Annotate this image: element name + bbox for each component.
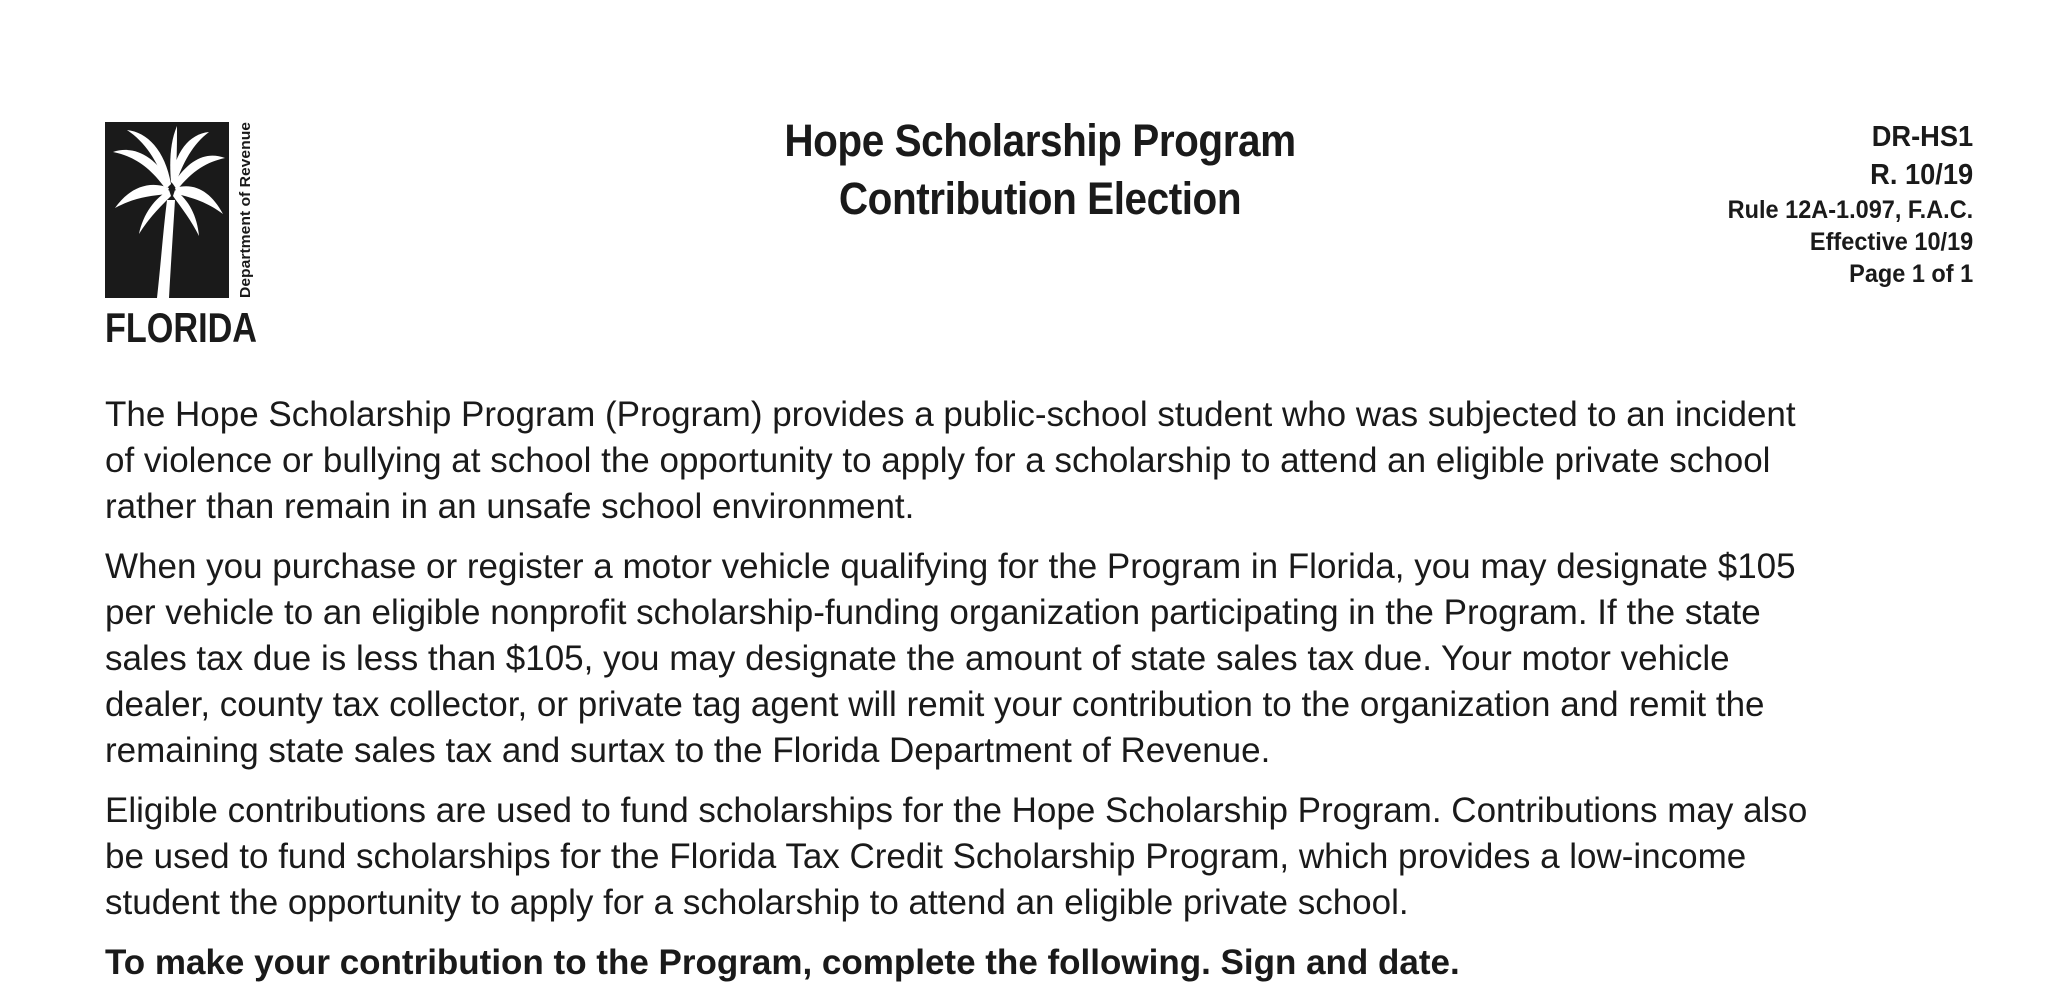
form-body (105, 392, 2005, 1000)
palm-tree-icon (105, 122, 257, 351)
title-line-2: Contribution Election (838, 173, 1242, 224)
logo-state-text: FLORIDA (105, 304, 257, 351)
form-rule: Rule 12A-1.097, F.A.C. (1727, 196, 1973, 224)
form-page-number: Page 1 of 1 (1848, 260, 1973, 288)
form-revision: R. 10/19 (1869, 159, 1973, 191)
form-number: DR-HS1 (1871, 121, 1973, 153)
program-description-paragraph: The Hope Scholarship Program (Program) provides a public-school student who was subjected to an incident of violence or bullying at school the opportunity to apply for a scholarship to attend an eligible private school rather than remain in an unsafe school environment. (105, 395, 1796, 526)
florida-dor-logo (105, 122, 257, 351)
form-info-block (1727, 118, 1973, 290)
logo-agency-text: Department of Revenue (237, 129, 254, 298)
instruction-text: To make your contribution to the Program, complete the following. Sign and date. (105, 943, 1460, 982)
eligible-contributions-paragraph: Eligible contributions are used to fund scholarships for the Hope Scholarship Program. Contributions may also be used to fund scholarships for the Florida Tax Credit Scholarship Program, which provides a low-income student the opportunity to apply for a scholarship to attend an eligible private school. (105, 791, 1808, 922)
title-line-1: Hope Scholarship Program (784, 115, 1296, 166)
form-effective-date: Effective 10/19 (1809, 228, 1973, 256)
form-title (680, 112, 1400, 228)
contribution-details-paragraph: When you purchase or register a motor vehicle qualifying for the Program in Florida, you may designate $105 per vehicle to an eligible nonprofit scholarship-funding organization participating in the Program. If the state sales tax due is less than $105, you may designate the amount of state sales tax due. Your motor vehicle dealer, county tax collector, or private tag agent will remit your contribution to the organization and remit the remaining state sales tax and surtax to the Florida Department of Revenue. (105, 547, 1796, 770)
